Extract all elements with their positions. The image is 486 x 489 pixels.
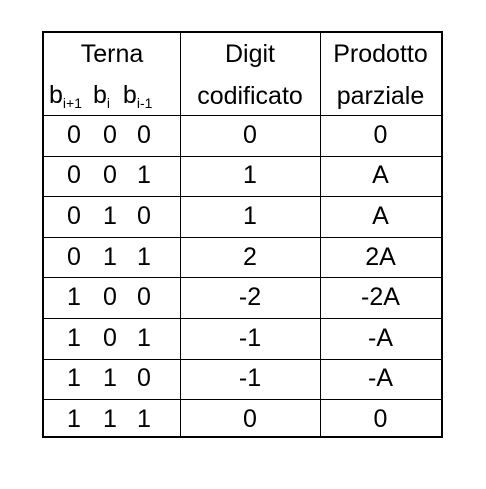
digit-cell: 1 [243, 161, 257, 190]
bit-label-i-plus-1: $b_{i+1}$ [49, 81, 82, 111]
bit-cell: 0 [103, 323, 117, 352]
bit-cell: 1 [67, 323, 81, 352]
bit-cell: 1 [137, 323, 151, 352]
bit-cell: 1 [67, 404, 81, 433]
bit-cell: 0 [67, 120, 81, 149]
product-cell: A [372, 161, 389, 190]
bit-cell: 1 [103, 404, 117, 433]
digit-cell: -2 [238, 283, 262, 312]
bit-cell: 1 [137, 242, 151, 271]
product-cell: -2A [361, 283, 400, 312]
digit-cell: 0 [243, 404, 257, 433]
bit-cell: 0 [67, 201, 81, 230]
header-terna: Terna [80, 39, 144, 68]
bit-cell: 0 [103, 120, 117, 149]
bit-cell: 1 [103, 242, 117, 271]
header-parziale: parziale [336, 81, 425, 110]
digit-cell: 2 [243, 242, 257, 271]
bit-cell: 1 [137, 404, 151, 433]
product-cell: 0 [373, 120, 388, 149]
bit-cell: 0 [137, 201, 151, 230]
bit-cell: 1 [103, 364, 117, 393]
bit-cell: 0 [103, 161, 117, 190]
header-codificato: codificato [197, 81, 303, 110]
bit-cell: 0 [67, 161, 81, 190]
header-bit-labels [49, 81, 153, 111]
product-cell: -A [368, 364, 393, 393]
bit-cell: 0 [67, 242, 81, 271]
bit-cell: 0 [103, 283, 117, 312]
bit-cell: 0 [137, 283, 151, 312]
bit-cell: 1 [67, 364, 81, 393]
header-prodotto: Prodotto [333, 39, 428, 68]
bit-cell: 0 [137, 364, 151, 393]
bit-cell: 0 [137, 120, 151, 149]
product-cell: -A [368, 323, 393, 352]
bit-cell: 1 [103, 201, 117, 230]
header-digit: Digit [224, 39, 275, 68]
digit-cell: -1 [238, 364, 262, 393]
bit-cell: 1 [67, 283, 81, 312]
digit-cell: 1 [243, 201, 257, 230]
product-cell: A [372, 201, 389, 230]
bit-label-i: $b_i$ [92, 81, 110, 111]
product-cell: 0 [373, 404, 388, 433]
digit-cell: 0 [243, 120, 257, 149]
product-cell: 2A [365, 242, 396, 271]
digit-cell: -1 [238, 323, 262, 352]
bit-cell: 1 [137, 161, 151, 190]
booth-encoding-table [42, 31, 443, 438]
bit-label-i-minus-1: $b_{i-1}$ [122, 81, 153, 111]
